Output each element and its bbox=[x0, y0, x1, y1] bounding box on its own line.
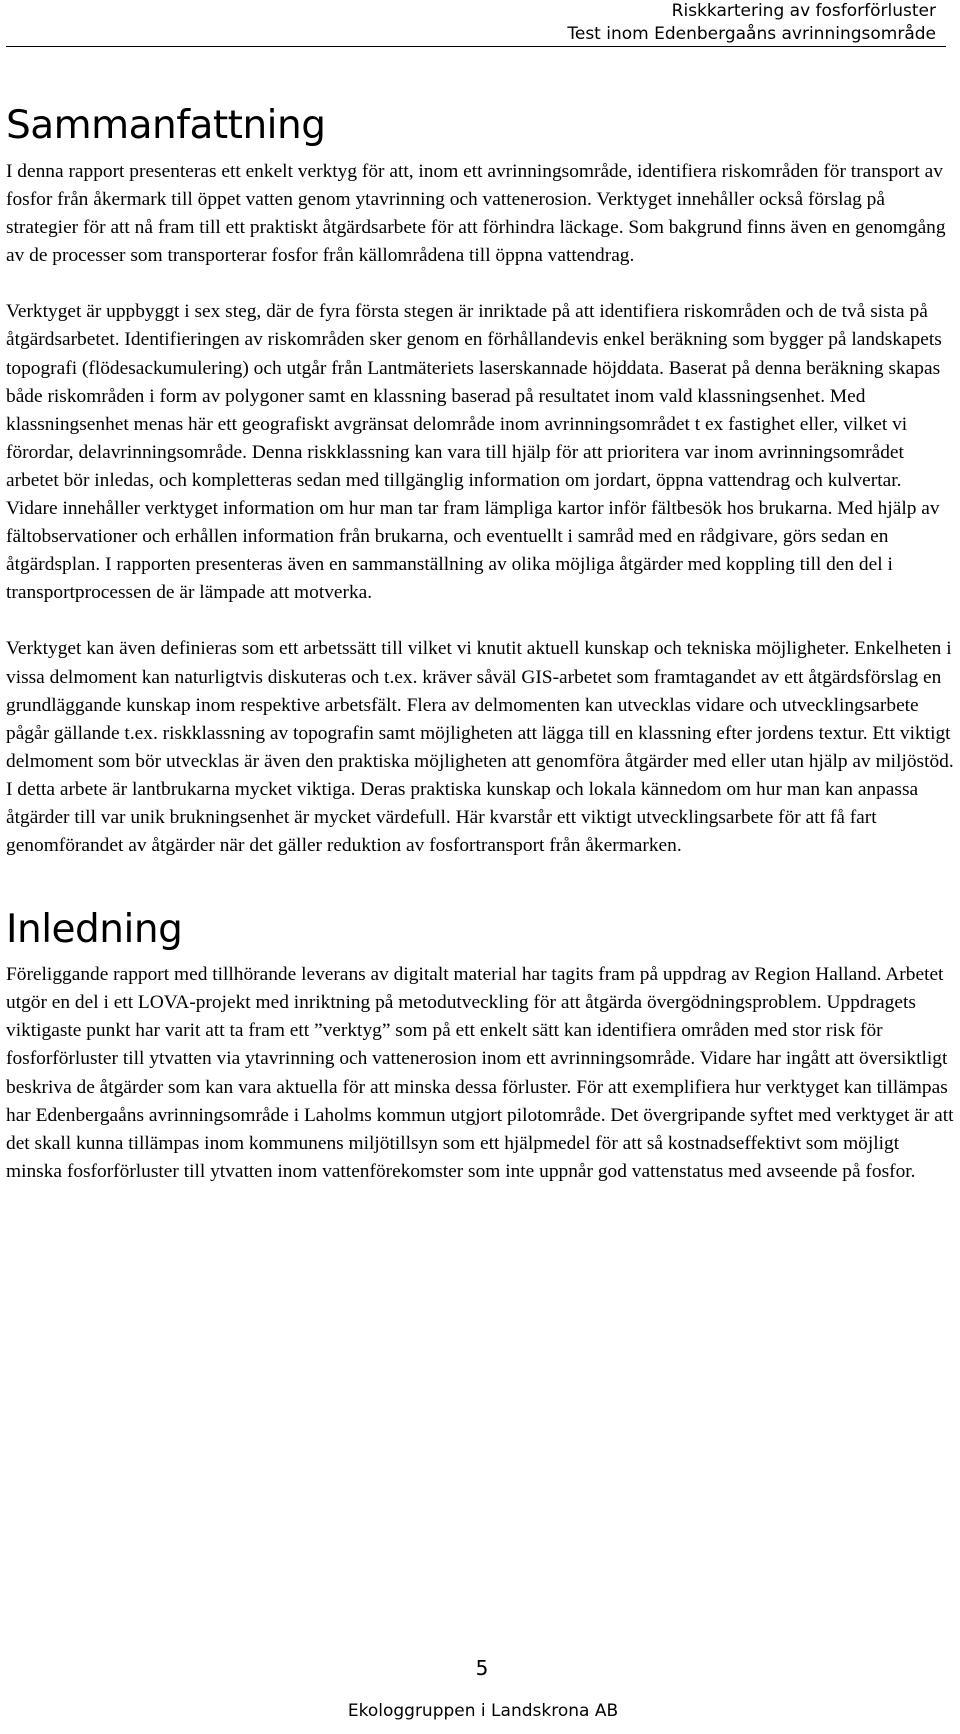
summary-section bbox=[6, 100, 956, 860]
header-report-subtitle: Test inom Edenbergaåns avrinningsområde bbox=[567, 24, 936, 44]
introduction-section bbox=[6, 904, 956, 1186]
summary-paragraph: I denna rapport presenteras ett enkelt verktyg för att, inom ett avrinningsområde, identifiera riskområden för transport av fosfor från åkermark till öppet vatten genom ytavrinning och vattenerosion. Verktyget innehåller också förslag på strategier för att nå fram till ett praktiskt åtgärdsarbete för att förhindra läckage. Som bakgrund finns även en genomgång av de processer som transporterar fosfor från källområdena till öppna vattendrag. bbox=[6, 161, 946, 267]
summary-heading: Sammanfattning bbox=[6, 103, 326, 148]
summary-paragraph: Verktyget är uppbyggt i sex steg, där de fyra första stegen är inriktade på att identifiera riskområden och de två sista på åtgärdsarbetet. Identifieringen av riskområden sker genom en förhållandevis enkel beräkning som bygger på landskapets topografi (flödesackumulering) och utgår från Lantmäteriets laserskannade höjddata. Baserat på denna beräkning skapas både riskområden i form av polygoner samt en klassning baserad på resultatet inom vald klassningsenhet. Med klassningsenhet menas här ett geografiskt avgränsat delområde inom avrinningsområdet t ex fastighet eller, vilket vi förordar, delavrinningsområde. Denna riskklassning kan vara till hjälp för att prioritera var inom avrinningsområdet arbetet bör inledas, och kompletteras sedan med tillgänglig information om jordart, öppna vattendrag och kulvertar. Vidare innehåller verktyget information om hur man tar fram lämpliga kartor inför fältbesök hos brukarna. Med hjälp av fältobservationer och erhållen information från brukarna, och eventuellt i samråd med en rådgivare, görs sedan en åtgärdsplan. I rapporten presenteras även en sammanställning av olika möjliga åtgärder med koppling till den del i transportprocessen de är lämpade att motverka. bbox=[6, 301, 942, 604]
header-divider bbox=[6, 46, 946, 47]
header-report-title: Riskkartering av fosforförluster bbox=[671, 1, 936, 21]
introduction-paragraph: Föreliggande rapport med tillhörande leverans av digitalt material har tagits fram på uppdrag av Region Halland. Arbetet utgör en del i ett LOVA-projekt med inriktning på metodutveckling för att åtgärda övergödningsproblem. Uppdragets viktigaste punkt har varit att ta fram ett ”verktyg” som på ett enkelt sätt kan identifiera områden med stor risk för fosforförluster till ytvatten via ytavrinning och vattenerosion inom ett avrinningsområde. Vidare har ingått att översiktligt beskriva de åtgärder som kan vara aktuella för att minska dessa förluster. För att exemplifiera hur verktyget kan tillämpas har Edenbergaåns avrinningsområde i Laholms kommun utgjort pilotområde. Det övergripande syftet med verktyget är att det skall kunna tillämpas inom kommunens miljötillsyn som ett hjälpmedel för att så kostnadseffektivt som möjligt minska fosforförluster till ytvatten inom vattenförekomster som inte uppnår god vattenstatus med avseende på fosfor. bbox=[6, 964, 954, 1182]
footer-organization: Ekologgruppen i Landskrona AB bbox=[347, 1701, 619, 1721]
page-header bbox=[567, 0, 936, 46]
summary-paragraph: Verktyget kan även definieras som ett arbetssätt till vilket vi knutit aktuell kunskap och tekniska möjligheter. Enkelheten i vissa delmoment kan naturligtvis diskuteras och t.ex. kräver såväl GIS-arbetet som framtagandet av ett åtgärdsförslag en grundläggande kunskap inom respektive arbetsfält. Flera av delmomenten kan utvecklas vidare och utvecklingsarbete pågår gällande t.ex. riskklassning av topografin samt möjligheten att lägga till en klassning efter jordens textur. Ett viktigt delmoment som bör utvecklas är även den praktiska möjligheten att genomföra åtgärder med eller utan hjälp av miljöstöd. I detta arbete är lantbrukarna mycket viktiga. Deras praktiska kunskap och lokala kännedom om hur man kan anpassa åtgärder till var unik brukningsenhet är mycket värdefull. Här kvarstår ett viktigt utvecklingsarbete för att få fart genomförandet av åtgärder när det gäller reduktion av fosfortransport från åkermarken. bbox=[6, 638, 954, 857]
document-body bbox=[6, 100, 956, 1186]
page-number: 5 bbox=[475, 1656, 489, 1680]
introduction-heading: Inledning bbox=[6, 907, 183, 953]
